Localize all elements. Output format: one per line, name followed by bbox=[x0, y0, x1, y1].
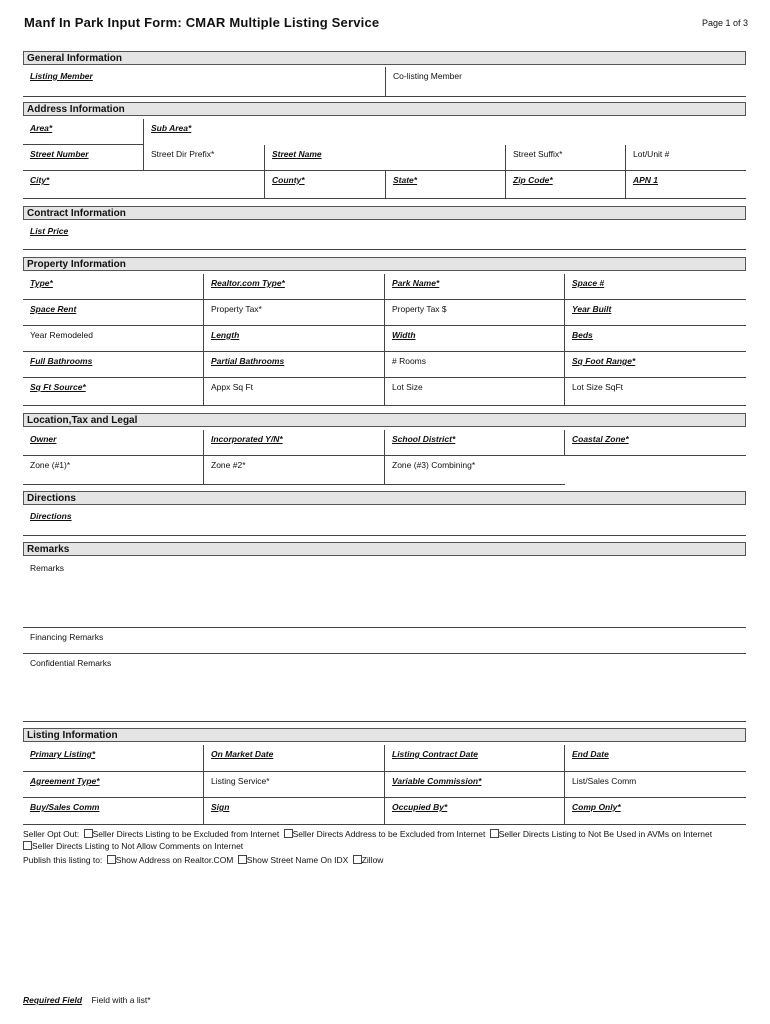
field-apn[interactable]: APN 1 bbox=[626, 171, 746, 199]
field-end-date[interactable]: End Date bbox=[565, 745, 746, 772]
field-year-remodeled[interactable]: Year Remodeled bbox=[23, 326, 204, 352]
required-field-legend: Required Field bbox=[23, 995, 83, 1005]
field-city[interactable]: City* bbox=[23, 171, 265, 199]
footer-legend bbox=[23, 995, 151, 1005]
section-general: General Information bbox=[23, 51, 746, 65]
field-zip-code[interactable]: Zip Code* bbox=[506, 171, 626, 199]
field-property-tax[interactable]: Property Tax* bbox=[204, 300, 385, 326]
list-field-legend: Field with a list* bbox=[91, 995, 151, 1005]
field-variable-commission[interactable]: Variable Commission* bbox=[385, 772, 565, 798]
field-financing-remarks[interactable]: Financing Remarks bbox=[23, 628, 746, 654]
publish-zillow-label: Zillow bbox=[361, 855, 384, 865]
field-school-district[interactable]: School District* bbox=[385, 430, 565, 456]
seller-opt-out-row-2 bbox=[21, 841, 243, 852]
field-type[interactable]: Type* bbox=[23, 274, 204, 300]
field-buy-sales-comm[interactable]: Buy/Sales Comm bbox=[23, 798, 204, 825]
field-rooms[interactable]: # Rooms bbox=[385, 352, 565, 378]
field-length[interactable]: Length bbox=[204, 326, 385, 352]
section-contract: Contract Information bbox=[23, 206, 746, 220]
field-zone3[interactable]: Zone (#3) Combining* bbox=[385, 456, 565, 485]
field-zone2[interactable]: Zone #2* bbox=[204, 456, 385, 485]
field-list-price[interactable]: List Price bbox=[23, 222, 746, 250]
publish-idx-label: Show Street Name On IDX bbox=[246, 855, 349, 865]
section-remarks: Remarks bbox=[23, 542, 746, 556]
field-on-market-date[interactable]: On Market Date bbox=[204, 745, 385, 772]
page-number: Page 1 of 3 bbox=[701, 18, 748, 28]
field-listing-service[interactable]: Listing Service* bbox=[204, 772, 385, 798]
opt-exclude-address-label: Seller Directs Address to be Excluded from Internet bbox=[292, 829, 486, 839]
field-width[interactable]: Width bbox=[385, 326, 565, 352]
field-directions[interactable]: Directions bbox=[23, 507, 746, 536]
section-listing: Listing Information bbox=[23, 728, 746, 742]
field-confidential-remarks[interactable]: Confidential Remarks bbox=[23, 654, 746, 722]
checkbox-exclude-address[interactable] bbox=[284, 829, 293, 838]
field-county[interactable]: County* bbox=[265, 171, 386, 199]
field-property-tax-amount[interactable]: Property Tax $ bbox=[385, 300, 565, 326]
field-sq-foot-range[interactable]: Sq Foot Range* bbox=[565, 352, 746, 378]
field-full-bathrooms[interactable]: Full Bathrooms bbox=[23, 352, 204, 378]
field-list-sales-comm[interactable]: List/Sales Comm bbox=[565, 772, 746, 798]
field-primary-listing[interactable]: Primary Listing* bbox=[23, 745, 204, 772]
field-street-name[interactable]: Street Name bbox=[265, 145, 506, 171]
checkbox-street-idx[interactable] bbox=[238, 855, 247, 864]
publish-row bbox=[23, 855, 383, 866]
field-owner[interactable]: Owner bbox=[23, 430, 204, 456]
form-title: Manf In Park Input Form: CMAR Multiple Listing Service bbox=[24, 15, 380, 30]
section-directions: Directions bbox=[23, 491, 746, 505]
section-property: Property Information bbox=[23, 257, 746, 271]
checkbox-realtor-com[interactable] bbox=[107, 855, 116, 864]
field-sq-ft-source[interactable]: Sq Ft Source* bbox=[23, 378, 204, 406]
field-area[interactable]: Area* bbox=[23, 119, 144, 145]
field-remarks[interactable]: Remarks bbox=[23, 559, 746, 628]
publish-realtor-label: Show Address on Realtor.COM bbox=[115, 855, 234, 865]
opt-out-label: Seller Opt Out: bbox=[23, 829, 80, 839]
checkbox-exclude-listing[interactable] bbox=[84, 829, 93, 838]
field-park-name[interactable]: Park Name* bbox=[385, 274, 565, 300]
field-agreement-type[interactable]: Agreement Type* bbox=[23, 772, 204, 798]
checkbox-no-avms[interactable] bbox=[490, 829, 499, 838]
field-lot-size-sqft[interactable]: Lot Size SqFt bbox=[565, 378, 746, 406]
opt-no-avms-label: Seller Directs Listing to Not Be Used in AVMs on Internet bbox=[498, 829, 713, 839]
field-incorporated[interactable]: Incorporated Y/N* bbox=[204, 430, 385, 456]
seller-opt-out-row bbox=[23, 829, 753, 840]
field-listing-member[interactable]: Listing Member bbox=[23, 67, 386, 97]
field-street-suffix[interactable]: Street Suffix* bbox=[506, 145, 626, 171]
field-space-no[interactable]: Space # bbox=[565, 274, 746, 300]
field-appx-sq-ft[interactable]: Appx Sq Ft bbox=[204, 378, 385, 406]
opt-no-comments-label: Seller Directs Listing to Not Allow Comments on Internet bbox=[32, 841, 244, 851]
field-coastal-zone[interactable]: Coastal Zone* bbox=[565, 430, 746, 456]
field-occupied-by[interactable]: Occupied By* bbox=[385, 798, 565, 825]
field-zone1[interactable]: Zone (#1)* bbox=[23, 456, 204, 485]
field-sign[interactable]: Sign bbox=[204, 798, 385, 825]
field-realtor-type[interactable]: Realtor.com Type* bbox=[204, 274, 385, 300]
field-lot-size[interactable]: Lot Size bbox=[385, 378, 565, 406]
field-partial-bathrooms[interactable]: Partial Bathrooms bbox=[204, 352, 385, 378]
field-beds[interactable]: Beds bbox=[565, 326, 746, 352]
field-street-number[interactable]: Street Number bbox=[23, 145, 144, 171]
field-sub-area[interactable]: Sub Area* bbox=[151, 123, 192, 133]
field-comp-only[interactable]: Comp Only* bbox=[565, 798, 746, 825]
field-year-built[interactable]: Year Built bbox=[565, 300, 746, 326]
checkbox-zillow[interactable] bbox=[353, 855, 362, 864]
field-space-rent[interactable]: Space Rent bbox=[23, 300, 204, 326]
field-listing-contract-date[interactable]: Listing Contract Date bbox=[385, 745, 565, 772]
field-co-listing-member[interactable]: Co-listing Member bbox=[386, 67, 746, 97]
opt-exclude-listing-label: Seller Directs Listing to be Excluded from Internet bbox=[92, 829, 280, 839]
field-state[interactable]: State* bbox=[386, 171, 506, 199]
checkbox-no-comments[interactable] bbox=[23, 841, 32, 850]
section-address: Address Information bbox=[23, 102, 746, 116]
section-location: Location,Tax and Legal bbox=[23, 413, 746, 427]
field-street-dir-prefix[interactable]: Street Dir Prefix* bbox=[144, 145, 265, 171]
publish-label: Publish this listing to: bbox=[23, 855, 103, 865]
field-lot-unit[interactable]: Lot/Unit # bbox=[626, 145, 746, 171]
